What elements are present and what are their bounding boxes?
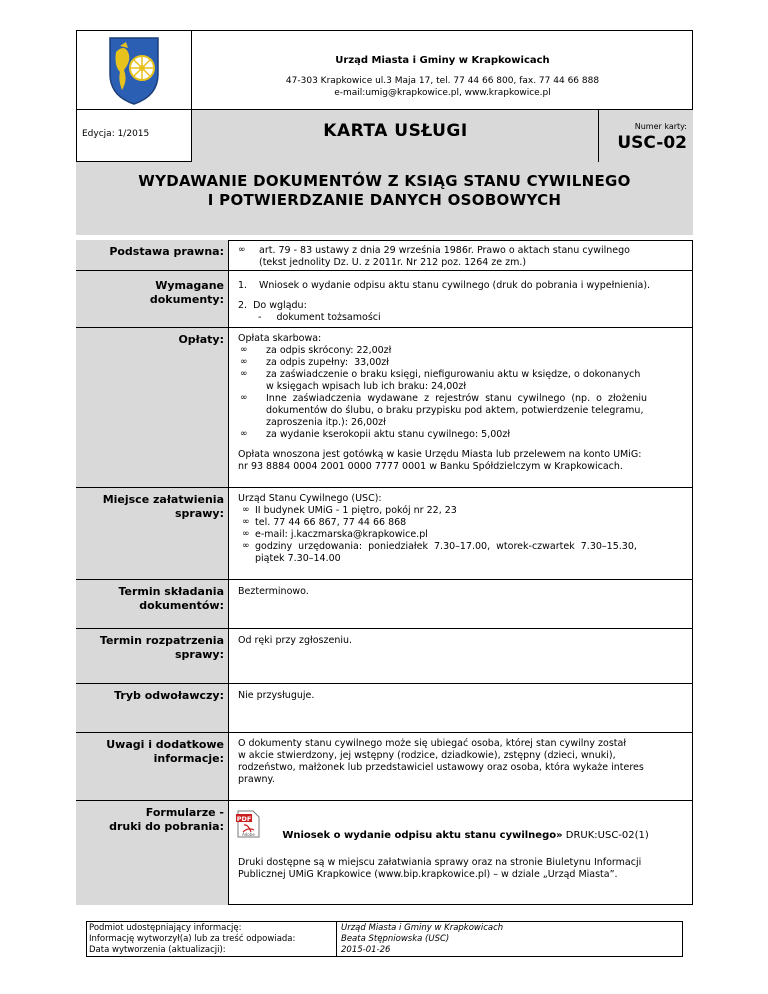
fee-item-cont: zaproszenia itp.): 26,00zł (266, 417, 386, 428)
submission-deadline-label-2: dokumentów: (139, 599, 224, 612)
remarks-label-2: informacje: (153, 752, 224, 765)
required-doc-2: 2. Do wglądu: (238, 300, 307, 311)
appeal-value: Nie przysługuje. (238, 690, 315, 701)
forms-note-2: Publicznej UMiG Krapkowice (www.bip.krapkowice.pl) – w dziale „Urząd Miasta”. (238, 869, 618, 880)
bullet-icon: ∞ (238, 245, 246, 255)
fee-item: za odpis zupełny: 33,00zł (266, 357, 389, 368)
bullet-icon: ∞ (240, 393, 248, 403)
location-hours-cont: piątek 7.30–14.00 (255, 553, 341, 564)
fees-payment-note-2: nr 93 8884 0004 2001 0000 7777 0001 w Banku Spółdzielczym w Krapkowicach. (238, 461, 623, 472)
footer-author: Beata Stępniowska (USC) (341, 934, 450, 944)
location-label-2: sprawy: (174, 507, 224, 520)
card-title: KARTA USŁUGI (323, 121, 468, 141)
logo-cell (76, 30, 192, 110)
processing-time-value: Od ręki przy zgłoszeniu. (238, 635, 353, 646)
processing-time-label-2: sprawy: (174, 648, 224, 661)
remarks-line: rodzeństwo, małżonek lub przedstawiciel ustawowy oraz osoba, która wykaże interes (238, 762, 644, 773)
row-divider (76, 327, 693, 328)
bullet-icon: ∞ (242, 505, 250, 515)
submission-deadline-label-1: Termin składania (118, 585, 224, 598)
fee-item: za odpis skrócony: 22,00zł (266, 345, 392, 356)
org-address (192, 75, 693, 99)
fee-item: za wydanie kserokopii aktu stanu cywilnego: 5,00zł (266, 429, 511, 440)
footer-author-label: Informację wytworzył(a) lub za treść odpowiada: (89, 934, 296, 944)
remarks-line: O dokumenty stanu cywilnego może się ubiegać osoba, której stan cywilny został (238, 738, 627, 749)
submission-deadline-value: Bezterminowo. (238, 586, 309, 597)
card-number-label: Numer karty: (634, 122, 687, 131)
location-item: II budynek UMiG - 1 piętro, pokój nr 22, 23 (255, 505, 457, 516)
footer-publisher: Urząd Miasta i Gminy w Krapkowicach (341, 923, 504, 933)
legal-basis-line1: art. 79 - 83 ustawy z dnia 29 września 1986r. Prawo o aktach stanu cywilnego (259, 245, 630, 256)
fee-item-cont: w księgach wpisach lub ich braku: 24,00zł (266, 381, 467, 392)
footer-date-label: Data wytworzenia (aktualizacji): (89, 945, 226, 955)
card-number: USC-02 (617, 133, 687, 153)
coat-of-arms-logo (76, 30, 192, 110)
pdf-icon[interactable] (235, 810, 261, 838)
row-divider (76, 628, 693, 629)
forms-label-2: druki do pobrania: (109, 820, 224, 833)
service-title-line1: WYDAWANIE DOKUMENTÓW Z KSIĄG STANU CYWILNEGO (138, 172, 631, 190)
footer-divider (336, 921, 337, 957)
bullet-icon: ∞ (240, 357, 248, 367)
pdf-badge-text: PDF (236, 815, 252, 823)
fees-intro: Opłata skarbowa: (238, 333, 322, 344)
required-doc-1: Wniosek o wydanie odpisu aktu stanu cywilnego (druk do pobrania i wypełnienia). (259, 280, 651, 291)
form-download-link[interactable]: Wniosek o wydanie odpisu aktu stanu cywilnego» (282, 830, 563, 841)
service-title-line2: I POTWIERDZANIE DANYCH OSOBOWYCH (207, 191, 562, 209)
form-download-row (276, 819, 649, 841)
row-divider (76, 487, 693, 488)
forms-label-1: Formularze - (145, 806, 224, 819)
row-divider (76, 800, 693, 801)
location-phone: tel. 77 44 66 867, 77 44 66 868 (255, 517, 407, 528)
bullet-icon: ∞ (242, 529, 250, 539)
pdf-brand-text: Adobe (242, 832, 255, 837)
fee-item: Inne zaświadczenia wydawane z rejestrów stanu cywilnego (np. o złożeniu (266, 393, 648, 404)
row-divider (76, 683, 693, 684)
edition: Edycja: 1/2015 (82, 129, 150, 139)
remarks-line: prawny. (238, 774, 275, 785)
processing-time-label-1: Termin rozpatrzenia (99, 634, 224, 647)
required-doc-1-number: 1. (238, 280, 248, 291)
legal-basis-label: Podstawa prawna: (109, 245, 224, 258)
footer-publisher-label: Podmiot udostępniający informację: (89, 923, 242, 933)
required-docs-label-1: Wymagane (155, 279, 224, 292)
form-code: DRUK:USC-02(1) (562, 830, 649, 841)
bullet-icon: ∞ (242, 541, 250, 551)
location-label-1: Miejsce załatwienia (102, 493, 224, 506)
row-divider (76, 732, 693, 733)
org-name: Urząd Miasta i Gminy w Krapkowicach (335, 55, 550, 66)
fee-item-cont: dokumentów do ślubu, o braku przypisku pod aktem, potwierdzenie telegramu, (266, 405, 644, 416)
fees-label: Opłaty: (178, 333, 224, 346)
contact-line: e-mail:umig@krapkowice.pl, www.krapkowice.pl (334, 88, 551, 98)
location-intro: Urząd Stanu Cywilnego (USC): (238, 493, 382, 504)
legal-basis-line2: (tekst jednolity Dz. U. z 2011r. Nr 212 poz. 1264 ze zm.) (259, 257, 527, 268)
appeal-label: Tryb odwoławczy: (114, 689, 224, 702)
bullet-icon: ∞ (240, 345, 248, 355)
location-email: e-mail: j.kaczmarska@krapkowice.pl (255, 529, 428, 540)
address-line: 47-303 Krapkowice ul.3 Maja 17, tel. 77 44 66 800, fax. 77 44 66 888 (285, 76, 600, 86)
row-divider (76, 579, 693, 580)
fees-payment-note-1: Opłata wnoszona jest gotówką w kasie Urzędu Miasta lub przelewem na konto UMiG: (238, 449, 642, 460)
bullet-icon: ∞ (240, 429, 248, 439)
footer-date: 2015-01-26 (341, 945, 391, 955)
bullet-icon: ∞ (242, 517, 250, 527)
row-divider (76, 270, 693, 271)
fee-item: za zaświadczenie o braku księgi, niefigurowaniu aktu w księdze, o dokonanych (266, 369, 641, 380)
remarks-label-1: Uwagi i dodatkowe (106, 738, 224, 751)
required-doc-2-sub: - dokument tożsamości (258, 312, 381, 323)
required-docs-label-2: dokumenty: (149, 293, 224, 306)
bullet-icon: ∞ (240, 369, 248, 379)
forms-note-1: Druki dostępne są w miejscu załatwiania sprawy oraz na stronie Biuletynu Informacji (238, 857, 642, 868)
location-hours: godziny urzędowania: poniedziałek 7.30–17.00, wtorek-czwartek 7.30–15.30, (255, 541, 637, 552)
remarks-line: w akcie stwierdzony, jej wstępny (rodzice, dziadkowie), zstępny (dzieci, wnuki), (238, 750, 616, 761)
